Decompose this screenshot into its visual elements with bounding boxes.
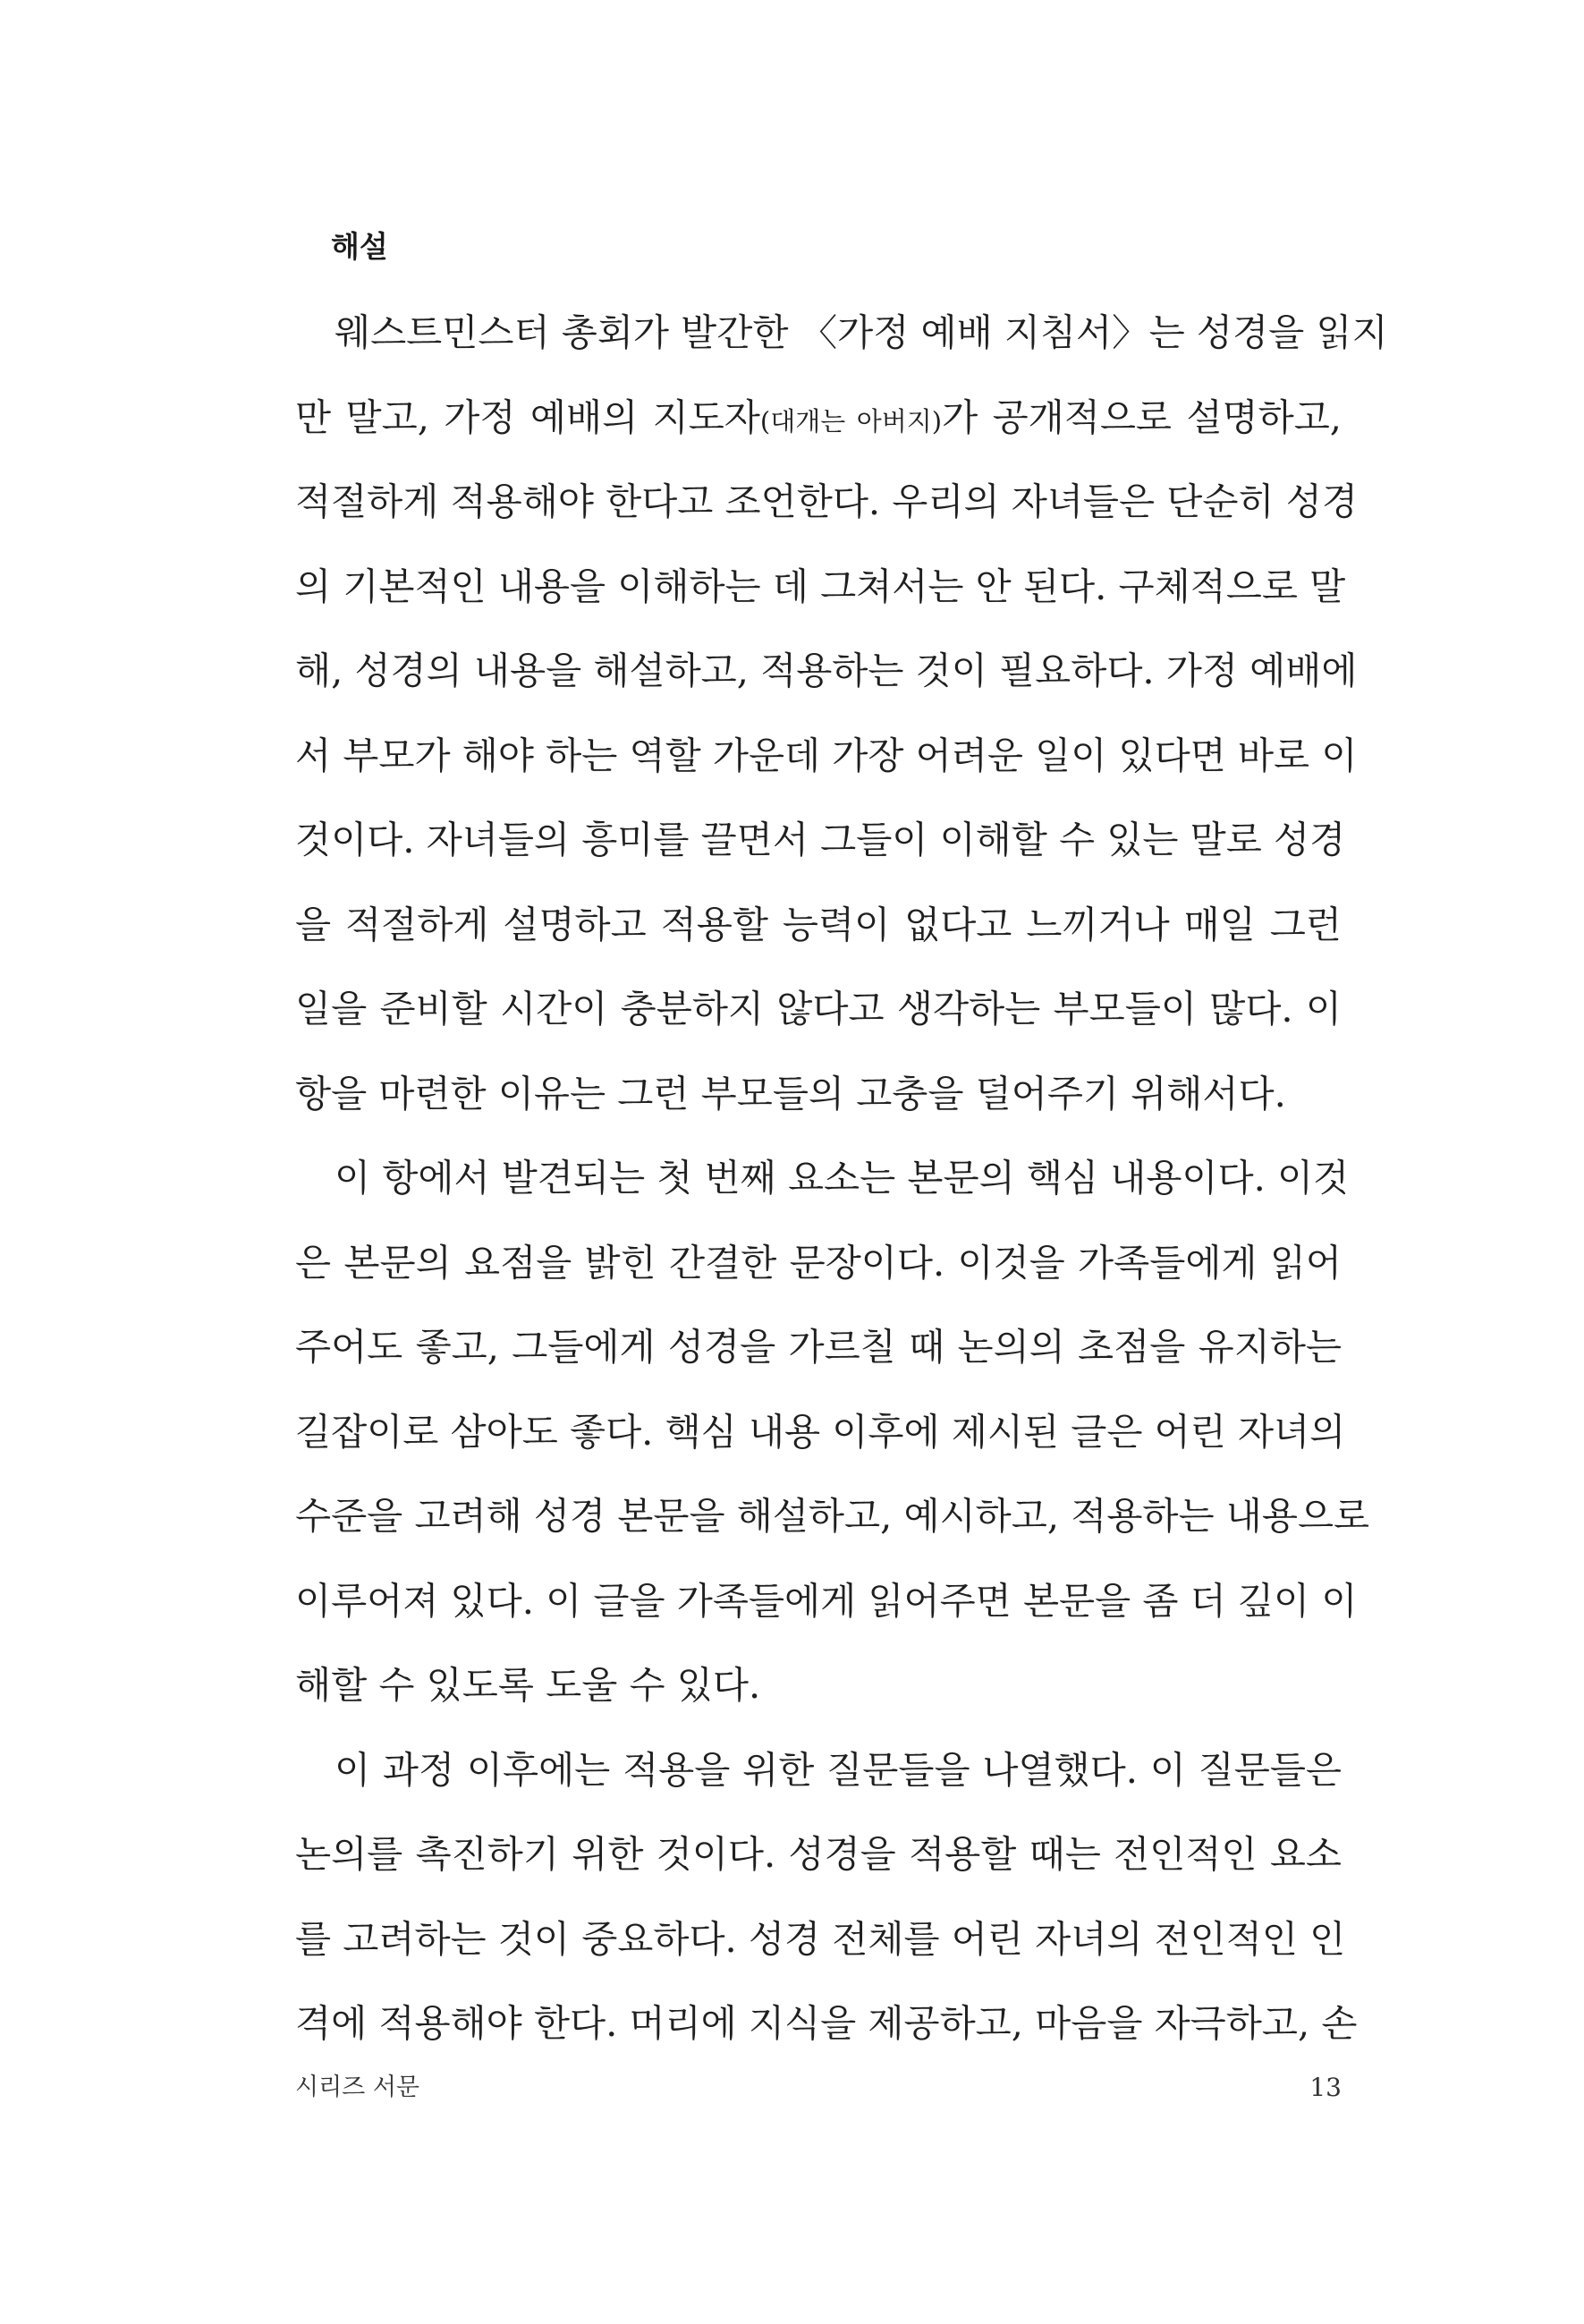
parenthetical-note: (대개는 아버지)	[759, 405, 943, 437]
text-line: 웨스트민스터 총회가 발간한 〈가정 예배 지침서〉는 성경을 읽지	[335, 310, 1388, 354]
text-line: 이루어져 있다. 이 글을 가족들에게 읽어주면 본문을 좀 더 깊이 이	[295, 1578, 1358, 1623]
text-line: 의 기본적인 내용을 이해하는 데 그쳐서는 안 된다. 구체적으로 말	[295, 564, 1346, 608]
text-line: 서 부모가 해야 하는 역할 가운데 가장 어려운 일이 있다면 바로 이	[295, 733, 1358, 777]
body-text	[295, 291, 1388, 2066]
text-line: 격에 적용해야 한다. 머리에 지식을 제공하고, 마음을 자극하고, 손	[295, 2001, 1358, 2045]
text-line: 이 항에서 발견되는 첫 번째 요소는 본문의 핵심 내용이다. 이것	[335, 1156, 1350, 1200]
text-line: 길잡이로 삼아도 좋다. 핵심 내용 이후에 제시된 글은 어린 자녀의	[295, 1409, 1346, 1454]
text-line: 를 고려하는 것이 중요하다. 성경 전체를 어린 자녀의 전인적인 인	[295, 1916, 1346, 1961]
text-line: 일을 준비할 시간이 충분하지 않다고 생각하는 부모들이 많다. 이	[295, 987, 1342, 1031]
text-line: 을 적절하게 설명하고 적용할 능력이 없다고 느끼거나 매일 그런	[295, 902, 1342, 946]
text-line: 이 과정 이후에는 적용을 위한 질문들을 나열했다. 이 질문들은	[335, 1747, 1342, 1792]
text-line: 해, 성경의 내용을 해설하고, 적용하는 것이 필요하다. 가정 예배에	[295, 649, 1358, 692]
text-line: 논의를 촉진하기 위한 것이다. 성경을 적용할 때는 전인적인 요소	[295, 1832, 1342, 1876]
running-footer-section: 시리즈 서문	[295, 2074, 419, 2101]
text-line: 만 말고, 가정 예배의 지도자(대개는 아버지)가 공개적으로 설명하고,	[295, 394, 1342, 439]
section-heading: 해설	[331, 229, 388, 264]
text-line: 수준을 고려해 성경 본문을 해설하고, 예시하고, 적용하는 내용으로	[295, 1494, 1370, 1538]
text-line: 항을 마련한 이유는 그런 부모들의 고충을 덜어주기 위해서다.	[295, 1071, 1286, 1115]
text-line: 주어도 좋고, 그들에게 성경을 가르칠 때 논의의 초점을 유지하는	[295, 1325, 1342, 1369]
text-line: 것이다. 자녀들의 흥미를 끌면서 그들이 이해할 수 있는 말로 성경	[295, 818, 1346, 861]
text-line: 해할 수 있도록 도울 수 있다.	[295, 1663, 761, 1707]
text-line: 은 본문의 요점을 밝힌 간결한 문장이다. 이것을 가족들에게 읽어	[295, 1240, 1342, 1285]
text-line: 적절하게 적용해야 한다고 조언한다. 우리의 자녀들은 단순히 성경	[295, 479, 1358, 523]
page-number: 13	[1309, 2073, 1342, 2102]
